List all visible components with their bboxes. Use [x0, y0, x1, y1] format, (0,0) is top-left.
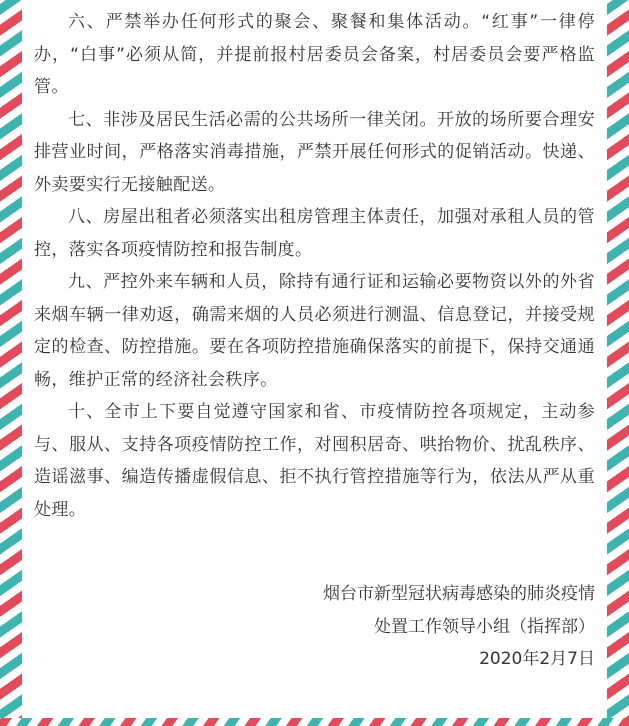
paragraph-item-7: 七、非涉及居民生活必需的公共场所一律关闭。开放的场所要合理安排营业时间，严格落实消毒措施，严禁开展任何形式的促销活动。快递、外卖要实行无接触配送。	[34, 109, 595, 195]
airmail-border-left	[0, 0, 22, 726]
paragraph-item-9: 九、严控外来车辆和人员，除持有通行证和运输必要物资以外的外省来烟车辆一律劝返，确需来烟的人员必须进行测温、信息登记，并接受规定的检查、防控措施。要在各项防控措施确保落实的前提下，保持交通通畅，维护正常的经济社会秩序。	[34, 272, 595, 390]
airmail-border-bottom	[0, 718, 629, 726]
airmail-border-right	[607, 0, 629, 726]
paragraph-item-6: 六、严禁举办任何形式的聚会、聚餐和集体活动。“红事”一律停办，“白事”必须从简，并提前报村居委员会备案，村居委员会要严格监管。	[34, 12, 595, 97]
notice-body	[34, 6, 595, 526]
issuing-organization-line2: 处置工作领导小组（指挥部）	[374, 616, 595, 637]
signature-block	[323, 578, 595, 676]
paragraph-item-10: 十、全市上下要自觉遵守国家和省、市疫情防控各项规定，主动参与、服从、支持各项疫情防控工作，对囤积居奇、哄抬物价、扰乱秩序、造谣滋事、编造传播虚假信息、拒不执行管控措施等行为，依法从严从重处理。	[34, 402, 595, 520]
issue-date: 2020年2月7日	[479, 649, 595, 669]
issuing-organization-line1: 烟台市新型冠状病毒感染的肺炎疫情	[323, 584, 595, 604]
paragraph-item-8: 八、房屋出租者必须落实出租房管理主体责任，加强对承租人员的管控，落实各项疫情防控和报告制度。	[34, 207, 595, 260]
